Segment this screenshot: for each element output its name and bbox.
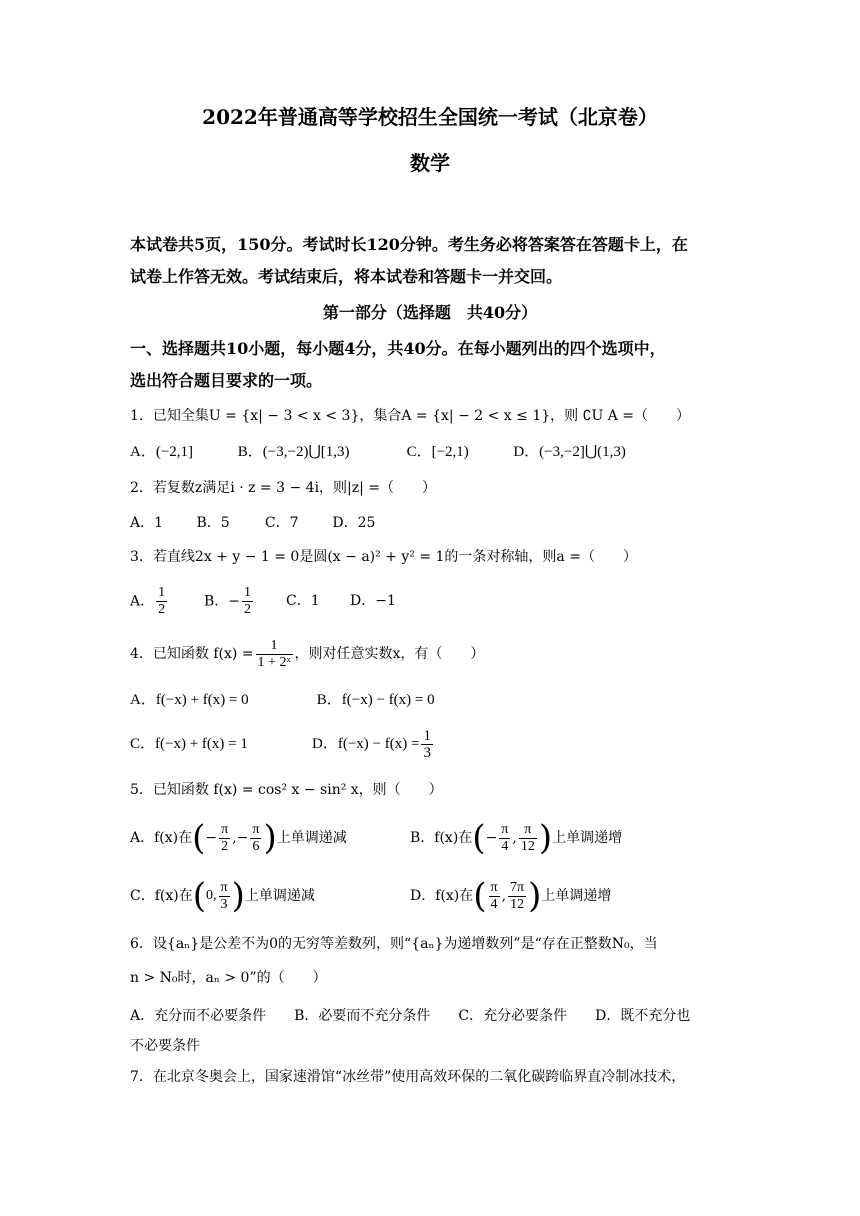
q5-stem: 5．已知函数 f(x) = cos² x − sin² x，则（ ） (130, 782, 443, 798)
q2-stem: 2．若复数z满足i · z = 3 − 4i，则|z| =（ ） (130, 480, 437, 496)
q1-option-d: D．(−3,−2]⋃(1,3) (513, 444, 626, 460)
q5-option-b: B．f(x)在 ( − $\frac{\pi}{4}$ , $\frac{\pi}{12}$ ) 上单调递增 (410, 818, 623, 858)
q5-options-row2 (130, 873, 611, 919)
q4-options-row1 (130, 690, 435, 709)
q5-option-d-d1: 4 (490, 896, 498, 912)
q1-option-b: B．(−3,−2)⋃[1,3) (237, 444, 350, 460)
q5-option-a-n1: π (221, 821, 229, 837)
q5-option-b-post: 上单调递增 (552, 830, 623, 846)
q2-option-d: D．25 (332, 515, 376, 531)
q4-option-d-den: 3 (423, 744, 431, 761)
q1-stem: 1．已知全集U = {x| − 3 < x < 3}，集合A = {x| − 2 < x ≤ 1}，则 ∁U A =（ ） (130, 408, 691, 424)
q4-stem-pre: 4．已知函数 f(x) = (130, 646, 254, 662)
q2-option-b: B．5 (196, 515, 230, 531)
q3-option-b (204, 585, 286, 618)
exam-title: 2022年普通高等学校招生全国统一考试（北京卷） (202, 105, 658, 129)
q3-option-c: C．1 (286, 593, 320, 609)
q6-line-2: n > N₀时，aₙ > 0”的（ ） (130, 970, 327, 986)
q5-option-b-d1: 4 (501, 838, 509, 854)
part1-heading: 第一部分（选择题 共40分） (322, 303, 538, 322)
section1-line-1: 一、选择题共10小题，每小题4分，共40分。在每小题列出的四个选项中， (130, 339, 666, 358)
q1-option-a: A．(−2,1] (130, 444, 194, 460)
q5-option-c-n1: π (220, 879, 228, 895)
q4-option-d-pre: D．f(−x) − f(x) = (312, 735, 420, 752)
q1-option-c: C．[−2,1) (406, 444, 469, 460)
q5-option-b-d2: 12 (520, 838, 535, 854)
q4-option-a: A．f(−x) + f(x) = 0 (130, 692, 249, 708)
q2-option-c: C．7 (264, 515, 299, 531)
q5-option-c: C．f(x)在 ( 0, $\frac{\pi}{3}$ ) 上单调递减 (130, 876, 315, 916)
q4-option-c: C．f(−x) + f(x) = 1 (130, 736, 248, 752)
q6-line-1: 6．设{aₙ}是公差不为0的无穷等差数列，则“{aₙ}为递增数列”是“存在正整数N₀，当 (130, 936, 658, 952)
q5-options-row1 (130, 815, 622, 861)
exam-subject: 数学 (410, 151, 450, 175)
q3-option-b-num: 1 (244, 584, 252, 600)
q5-option-b-pre: B．f(x)在 (410, 830, 473, 846)
q5-option-d: D．f(x)在 ( $\frac{\pi}{4}$ , $\frac{7\pi}{12}$ ) 上单调递增 (410, 876, 612, 916)
q5-option-d-d2: 12 (510, 896, 525, 912)
q3-option-a-den: 2 (158, 601, 166, 617)
q5-option-a-n2: π (252, 821, 260, 837)
q5-option-d-n1: π (490, 879, 498, 895)
q4-stem-den: 1 + 2ˣ (257, 654, 291, 670)
q4-stem-num: 1 (270, 637, 278, 653)
q2-option-a: A．1 (130, 515, 164, 531)
q1-options (130, 442, 626, 461)
q5-option-a-d1: 2 (221, 838, 229, 854)
q4-option-b: B．f(−x) − f(x) = 0 (316, 692, 435, 708)
q5-option-c-pre: C．f(x)在 (130, 888, 193, 904)
q3-option-a-num: 1 (158, 584, 166, 600)
q5-option-a-pre: A．f(x)在 (130, 830, 193, 846)
section1-line-2: 选出符合题目要求的一项。 (130, 371, 323, 390)
q5-option-d-n2: 7π (510, 879, 525, 895)
q6-options-line-2: 不必要条件 (130, 1038, 200, 1054)
q7-line-1: 7．在北京冬奥会上，国家速滑馆“冰丝带”使用高效环保的二氧化碳跨临界直冷制冰技术， (130, 1069, 686, 1085)
q5-option-a: A．f(x)在 ( − $\frac{\pi}{2}$ ,− $\frac{\pi}{6}$ ) 上单调递减 (130, 818, 347, 858)
q4-option-d (312, 728, 435, 761)
q5-option-c-post: 上单调递减 (244, 888, 315, 904)
q4-stem-post: ，则对任意实数x，有（ ） (294, 646, 485, 662)
q2-options (130, 514, 375, 532)
q3-options (130, 581, 396, 621)
q5-option-d-pre: D．f(x)在 (410, 888, 474, 904)
q5-option-a-d2: 6 (252, 838, 260, 854)
q4-option-d-num: 1 (423, 727, 431, 744)
q3-option-d: D．−1 (350, 593, 396, 609)
q4-stem (130, 634, 484, 674)
q4-options-row2 (130, 724, 435, 764)
q3-option-b-den: 2 (244, 601, 252, 617)
q6-options-line: A．充分而不必要条件 B．必要而不充分条件 C．充分必要条件 D．既不充分也 (130, 1008, 691, 1024)
q3-option-a (130, 585, 204, 618)
intro-line-1: 本试卷共5页，150分。考试时长120分钟。考生务必将答案答在答题卡上，在 (130, 235, 688, 254)
q3-stem: 3．若直线2x + y − 1 = 0是圆(x − a)² + y² = 1的一条对称轴，则a =（ ） (130, 549, 637, 565)
q5-option-b-n1: π (501, 821, 509, 837)
q3-option-a-label: A． (130, 593, 155, 609)
q5-option-a-post: 上单调递减 (276, 830, 347, 846)
q5-option-c-d1: 3 (220, 896, 228, 912)
q5-option-b-n2: π (524, 821, 532, 837)
q3-option-b-label: B．− (204, 593, 241, 609)
intro-line-2: 试卷上作答无效。考试结束后，将本试卷和答题卡一并交回。 (130, 267, 563, 286)
q5-option-d-post: 上单调递增 (541, 888, 612, 904)
